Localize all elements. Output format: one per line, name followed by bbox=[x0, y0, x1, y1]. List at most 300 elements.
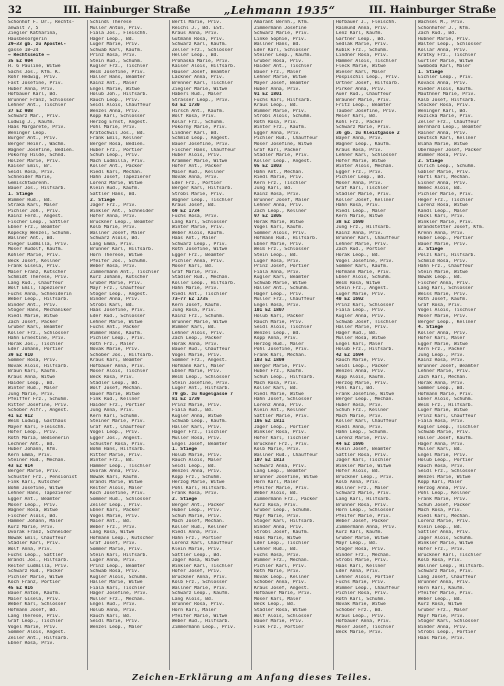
listing-entry: Müller Frz., Chauffeur bbox=[254, 297, 315, 303]
listing-entry: Wieser Karl, Maler bbox=[336, 69, 386, 75]
listing-entry: Engel Karl, Maler bbox=[336, 341, 384, 347]
listing-entry: Weiß Josefine, Priv. bbox=[90, 69, 146, 75]
listing-entry: Wolf Emil, Tapezierer bbox=[8, 286, 67, 292]
listing-entry: Hager Josefine, Priv. bbox=[90, 591, 149, 597]
listing-entry: Wimmer Frz., Mechan. bbox=[254, 558, 310, 564]
listing-entry: Pohl Karl, Bd. bbox=[336, 386, 375, 392]
listing-entry: Weber Frz., Priv. bbox=[90, 524, 138, 530]
listing-entry: Kern Josef, Kaufm. bbox=[172, 302, 222, 308]
listing-entry: Krammer Marie, Witwe bbox=[172, 158, 228, 164]
listing-entry: Hammer Leop., Tischler bbox=[90, 463, 151, 469]
listing-entry: Fuchs Anna, Schneiderin bbox=[8, 291, 72, 297]
listing-entry: Strobl Marie, Priv. bbox=[172, 191, 225, 197]
listing-entry: Zimmermann Josefine bbox=[254, 25, 307, 31]
listing-entry: Seidl Alois, Chauffeur bbox=[90, 103, 151, 109]
listing-entry: Steiner Rud., Mechan. bbox=[8, 458, 67, 464]
listing-entry: Brunner Josef, Beamter bbox=[418, 363, 479, 369]
listing-entry: Straka Karl, Maler bbox=[8, 203, 58, 209]
listing-entry: Lang Therese, Priv. bbox=[8, 613, 61, 619]
listing-entry: Koch Josefine, Priv. bbox=[90, 491, 146, 497]
listing-entry: Holzer Marie, Priv. bbox=[8, 158, 61, 164]
listing-entry: Bauer Frz., Maler bbox=[254, 69, 302, 75]
listing-entry: Holub Leop., Portier bbox=[418, 458, 474, 464]
listing-entry: 3. Stiege bbox=[418, 247, 443, 253]
listing-entry: Lang Emma, Priv. bbox=[90, 241, 135, 247]
listing-entry: Rauch Marie, Priv. bbox=[336, 358, 386, 364]
listing-entry: Wenzel Anna, Priv. bbox=[90, 108, 140, 114]
listing-entry: Kollar Anna, Priv. bbox=[418, 47, 468, 53]
listing-entry: 41 EZ 912 bbox=[8, 413, 33, 419]
listing-entry: Sommer Alois, Priv. bbox=[254, 230, 307, 236]
listing-entry: 79 gb. zu Kugelgasse 7 bbox=[172, 391, 233, 397]
listing-entry: Fischer Alois, Bd. bbox=[8, 513, 58, 519]
listing-entry: Kopp Karl, Maler bbox=[418, 480, 463, 486]
listing-entry: Mach Josef, Mechan. bbox=[172, 519, 225, 525]
listing-entry: Stein Leop., Bd. bbox=[254, 252, 299, 258]
listing-entry: Sattler Leop., Bd. bbox=[172, 552, 222, 558]
listing-entry: Bruckner Leop., Priv. bbox=[336, 474, 395, 480]
listing-entry: Riedl Karl, Mechan. bbox=[90, 169, 143, 175]
listing-entry: Winter Marie, Priv. bbox=[172, 225, 225, 231]
listing-entry: Kopecky Wenzel, Schuhm. bbox=[8, 230, 72, 236]
listing-entry: Brunner Marie, Witwe bbox=[172, 319, 228, 325]
listing-entry: Moser Karl, Maler bbox=[254, 596, 302, 602]
listing-entry: Prinz Karl, Schlosser bbox=[336, 302, 395, 308]
listing-entry: Jäger Alois, Schuhm. bbox=[418, 535, 474, 541]
listing-entry: Hofer Frz., Priv. bbox=[418, 546, 466, 552]
listing-entry: Eichler Leop., Priv. bbox=[418, 75, 474, 81]
listing-entry: Brandl Marie, Witwe bbox=[90, 480, 143, 486]
listing-entry: Gruber Karl, Beamter bbox=[8, 325, 64, 331]
listing-entry: Prinz Karl, Chauffeur bbox=[418, 413, 477, 419]
listing-entry: Mayer Josef, Beamter bbox=[254, 81, 310, 87]
listing-entry: Koller Josef, Kellner bbox=[336, 197, 395, 203]
listing-entry: Kurz Johann, Kutscher bbox=[90, 275, 149, 281]
listing-entry: Brandl Jos., Hilfsarb. bbox=[8, 558, 69, 564]
listing-entry: Moser Karl, Bd. bbox=[172, 264, 214, 270]
listing-entry: Pohl Josefine, Priv. bbox=[254, 347, 310, 353]
listing-entry: 4. Stiege bbox=[418, 325, 443, 331]
listing-entry: Fiala Karl, Tischler bbox=[90, 585, 146, 591]
listing-entry: Brunner Rosa, Priv. bbox=[336, 502, 389, 508]
listing-entry: Schwarz Marie, Priv. bbox=[336, 125, 392, 131]
listing-entry: Schwab Marie, Priv. bbox=[418, 430, 471, 436]
listing-entry: Koller Karl, Bd. bbox=[254, 386, 299, 392]
listing-entry: Luger Marie, Priv. bbox=[90, 42, 140, 48]
listing-entry: Graf Leop., Tischler bbox=[8, 619, 64, 625]
listing-entry: Ziegler Marie, Witwe bbox=[172, 86, 228, 92]
listing-entry: Huber Rosa, Priv. bbox=[336, 402, 384, 408]
listing-entry: Müller Anton, Priv. bbox=[90, 25, 143, 31]
listing-entry: Weber Alois, Kaufm. bbox=[172, 230, 225, 236]
listing-entry: Gabler Marie, Priv. bbox=[418, 169, 471, 175]
listing-entry: Egger Anna, Priv. bbox=[254, 130, 302, 136]
listing-entry: Wimmer Rud., Bd. bbox=[8, 197, 53, 203]
listing-entry: Lackner Anna, Priv. bbox=[172, 75, 225, 81]
listing-entry: Reiter Alois, Maler bbox=[90, 485, 143, 491]
listing-entry: Eder Anna, Priv. bbox=[336, 569, 381, 575]
listing-entry: Haas Josefine, Priv. bbox=[90, 308, 146, 314]
listing-entry: Weber Leop., Bd. bbox=[418, 596, 463, 602]
listing-entry: Sattler Hans, Bd. bbox=[90, 191, 138, 197]
listing-entry: Zimmermann Ant., Tischler bbox=[90, 269, 160, 275]
listing-entry: Beck Leop., Bd. bbox=[254, 602, 296, 608]
listing-entry: Pokorny Hilde, Schnd. bbox=[8, 153, 67, 159]
listing-entry: Wallner Ant., Bd. bbox=[8, 236, 56, 242]
listing-entry: Reiter Ludmilla, Priv. bbox=[8, 563, 69, 569]
listing-entry: Hofer Josef, Priv. bbox=[172, 569, 222, 575]
listing-entry: Steiner Leop., Kaufm. bbox=[254, 53, 313, 59]
listing-entry: Kovacs Anna, Priv. bbox=[418, 81, 468, 87]
listing-entry: Müller Rosa, Priv. bbox=[172, 436, 222, 442]
listing-entry: Luger Rosa, Priv. bbox=[254, 258, 302, 264]
listing-entry: Ebner Karl, Packer bbox=[90, 508, 140, 514]
listing-entry: Winter Alois, Mechan. bbox=[336, 164, 395, 170]
listing-entry: Hager Rud., Bd. bbox=[336, 330, 378, 336]
listing-entry: Moser Josef, Tischler bbox=[336, 624, 395, 630]
listing-entry: Kern Marie, Witwe bbox=[336, 214, 384, 220]
listing-entry: Wenzel Leop., Maler bbox=[90, 624, 143, 630]
listing-entry: Haas Ant., Maler bbox=[172, 236, 217, 242]
listing-entry: Wallner Frz., Maler bbox=[336, 485, 389, 491]
listing-entry: Hirsch Ant., Kaufm. bbox=[172, 108, 225, 114]
listing-entry: Brunner Rosa, Priv. bbox=[172, 602, 225, 608]
listing-entry: Fiala Jos., Fleischh. bbox=[90, 31, 149, 37]
street-heading-left: III. Hainburger Straße bbox=[63, 4, 191, 16]
listing-entry: Schwab Marie, Witwe bbox=[254, 280, 307, 286]
listing-entry: Sommer Rud., Schlosser bbox=[90, 497, 151, 503]
listing-entry: Deutsch Karl, Kellner bbox=[418, 136, 477, 142]
listing-entry: Hammer Johann, Maler bbox=[8, 519, 64, 525]
listing-entry: Mach Rosa, Priv. bbox=[254, 380, 299, 386]
listing-entry: Bruckner Frz., Priv. bbox=[254, 441, 310, 447]
listing-entry: Pfeiffer Frz., Schuhm. bbox=[8, 397, 69, 403]
listing-entry: Kugler Frz., Tischler bbox=[90, 64, 149, 70]
listing-entry: Bruckner Karl, Tischler bbox=[418, 552, 482, 558]
listing-entry: Wenzel Marie, Witwe bbox=[418, 474, 471, 480]
listing-entry: Linke Sophie, Priv. bbox=[254, 36, 307, 42]
listing-entry: Engel Marie, Witwe bbox=[90, 86, 140, 92]
listing-entry: 81 EZ 1739 bbox=[172, 397, 200, 403]
listing-entry: Pohl Marie, Priv. bbox=[90, 125, 138, 131]
listing-entry: Weber Karl, Schlosser bbox=[8, 602, 67, 608]
listing-entry: Kolb Marie, Priv. bbox=[90, 225, 138, 231]
listing-entry: Kopp Alois, Kaufm. bbox=[336, 375, 386, 380]
listing-entry: Horak Jos., Tischler bbox=[8, 341, 64, 347]
listing-entry: Holub Marie, Priv. bbox=[172, 452, 222, 458]
listing-entry: Schwarz Karl, Kaufm. bbox=[172, 42, 228, 48]
listing-entry: Mauthner Marie, Priv. bbox=[418, 92, 477, 98]
listing-entry: Kainz Rosa, Priv. bbox=[254, 191, 302, 197]
listing-entry: Fiala Rosa, Priv. bbox=[418, 419, 466, 425]
listing-entry: Wimmer Rosa, Priv. bbox=[418, 153, 468, 159]
listing-entry: Engel Josef, Beamter bbox=[172, 441, 228, 447]
listing-entry: Seidl Alois, Tischler bbox=[254, 325, 313, 331]
listing-entry: Weninger Karl, Bd. bbox=[418, 108, 468, 114]
listing-entry: Stadler Leop., Bd. bbox=[90, 380, 140, 386]
listing-entry: Brunner Franz, Schlosser bbox=[8, 97, 75, 103]
listing-entry: Vogel Karl, Kaufm. bbox=[254, 225, 304, 231]
listing-entry: Kurz Marie, Priv. bbox=[8, 524, 56, 530]
listing-entry: Hofer Anna, Priv. bbox=[90, 214, 138, 220]
listing-entry: Pirker Anna, Priv. bbox=[336, 86, 386, 92]
listing-entry: Maier Gisela, Priv. bbox=[8, 596, 61, 602]
listing-entry: Fink Frz., Portier bbox=[254, 624, 304, 630]
listing-entry: Nowak Emil, Chauffeur bbox=[8, 535, 67, 541]
listing-entry: Berger Heinr., Wachm. bbox=[8, 142, 67, 148]
listing-entry: Rauch Alois, Maler bbox=[172, 458, 222, 464]
listing-entry: 36 gb. zu Kleistgasse 2 bbox=[336, 130, 400, 136]
listing-entry: Maier Ant., Bd. bbox=[90, 519, 132, 525]
listing-entry: Nowak Karl, Kaufm. bbox=[90, 474, 140, 480]
listing-entry: Klein Ant., Kellner bbox=[254, 408, 307, 414]
listing-entry: 43 EZ 914 bbox=[8, 463, 33, 469]
listing-entry: Lehner Marie, Priv. bbox=[336, 241, 389, 247]
listing-entry: Klein Josef, Beamter bbox=[336, 447, 392, 453]
listing-entry: Zimmermann Frz., Packer bbox=[254, 497, 318, 503]
listing-column-6 bbox=[416, 20, 498, 670]
listing-entry: Schwarz Anna, Priv. bbox=[254, 463, 307, 469]
listing-entry: Roth Marie, Priv. bbox=[254, 569, 302, 575]
listing-entry: Lehner Anna, Priv. bbox=[254, 203, 304, 209]
listing-entry: Dvorak Anna, Priv. bbox=[90, 469, 140, 475]
listing-entry: Moser Marie, Priv. bbox=[418, 313, 468, 319]
listing-entry: Müller Frz., Mechan. bbox=[90, 596, 146, 602]
listing-entry: Moser Alois, Tischler bbox=[90, 369, 149, 375]
listing-entry: Wolf Anna, Priv. bbox=[8, 546, 53, 552]
listing-entry: Lang Karl, Schlosser bbox=[418, 286, 474, 292]
listing-entry: Kern Frz., Packer bbox=[418, 347, 466, 353]
listing-entry: Sommer Marie, Priv. bbox=[90, 546, 143, 552]
listing-entry: Luger Marie, Witwe bbox=[418, 408, 468, 414]
listing-entry: Hofer Marie, Witwe bbox=[336, 158, 386, 164]
listing-entry: Schwarz Marie, Priv. bbox=[254, 31, 310, 37]
listing-entry: Roth Rosa, Priv. bbox=[254, 119, 299, 125]
listing-entry: Eder Leop., Tischler bbox=[254, 541, 310, 547]
listing-entry: Frank Karl, Mechan. bbox=[254, 352, 307, 358]
listing-entry: Riedl Marie, Witwe bbox=[8, 313, 58, 319]
listing-entry: Binder Anna, Priv. bbox=[254, 524, 304, 530]
listing-entry: Heger Frz., Tischler bbox=[418, 197, 474, 203]
listing-entry: Brauner Marie, Priv. bbox=[336, 97, 392, 103]
listing-entry: Lang Alois, Bd. bbox=[172, 596, 214, 602]
listing-entry: Mayer Karl, Fleischh. bbox=[8, 424, 67, 430]
listing-entry: Seidl Leop., Bd. bbox=[172, 463, 217, 469]
listing-entry: Pfeifer Jos., Schuhm. bbox=[90, 258, 149, 264]
listing-entry: Klein Leop., Bd. bbox=[418, 524, 463, 530]
listing-entry: Egger Marie, Witwe bbox=[418, 341, 468, 347]
listing-column-5 bbox=[334, 20, 416, 670]
listing-entry: Winkler Marie, Witwe bbox=[418, 541, 474, 547]
listing-entry: Mayr Frz., Chauffeur bbox=[90, 286, 146, 292]
listing-entry: Haberl Rud., Maler bbox=[172, 92, 222, 98]
listing-entry: Schuh Frz., Kellner bbox=[336, 408, 389, 414]
listing-entry: Wolf Rosa, Priv. bbox=[172, 114, 217, 120]
listing-entry: Pfeifer Marie, Priv. bbox=[254, 485, 310, 491]
listing-entry: Stöger Karl, Schlosser bbox=[418, 619, 479, 625]
listing-entry: Stadler Marie, Priv. bbox=[336, 191, 392, 197]
listing-entry: Zach Karl, Mechan. bbox=[418, 375, 468, 380]
listing-entry: Graf Karl, Packer bbox=[254, 147, 302, 153]
listing-entry: Huber Leop., Portier bbox=[418, 236, 474, 242]
listing-entry: Pospischil Leop., Priv. bbox=[336, 75, 400, 81]
listing-entry: Mach Marie, Priv. bbox=[336, 413, 384, 419]
listing-entry: Jung Marie, Priv. bbox=[8, 391, 56, 397]
listing-entry: Lorenz Marie, Priv. bbox=[418, 519, 471, 525]
listing-entry: Schwarz Marie, Priv. bbox=[418, 569, 474, 575]
listing-entry: 63 EZ 1730 bbox=[172, 103, 200, 109]
listing-entry: Fink Rud., Kellner bbox=[90, 397, 140, 403]
listing-entry: Kratochwil Jos., Bd. bbox=[90, 130, 146, 136]
listing-entry: Lehner Ant., Tischler bbox=[8, 103, 67, 109]
listing-entry: Zeller Frz., Schlosser bbox=[172, 47, 233, 53]
listing-entry: Kraus Leop., Bd. bbox=[254, 103, 299, 109]
listing-entry: Amarant Bernh., Kfm. bbox=[254, 20, 310, 25]
listing-entry: Stadler Marie, Priv. bbox=[254, 153, 310, 159]
listing-entry: 107 EZ 1813 bbox=[254, 458, 285, 464]
listing-entry: Holub Karl, Packer bbox=[254, 313, 304, 319]
listing-entry: Gruber Frz., Maler bbox=[418, 607, 468, 613]
listing-entry: Hackl Karl, Priv. bbox=[418, 214, 466, 220]
listing-entry: 69 EZ 1734 bbox=[172, 208, 200, 214]
listing-entry: Herzog Ernst, Angest. bbox=[90, 119, 149, 125]
listing-entry: Krenn Anna, Priv. bbox=[418, 230, 466, 236]
listing-entry: Bauer Marie, Witwe bbox=[90, 391, 140, 397]
listing-entry: Pichler Joh., Priv. bbox=[8, 208, 61, 214]
listing-entry: Beck Josef, Kellner bbox=[8, 258, 61, 264]
listing-entry: Gruber Leop., Schuhm. bbox=[254, 508, 313, 514]
listing-entry: Kopp Karl, Schlosser bbox=[90, 114, 146, 120]
listing-entry: Zeiler Leop., Priv. bbox=[90, 502, 143, 508]
listing-entry: Braun Karl, Kaufm. bbox=[8, 369, 58, 375]
listing-entry: Prinz Rosa, Priv. bbox=[90, 53, 138, 59]
listing-entry: Hofer Leop., Priv. bbox=[8, 430, 58, 436]
listing-entry: Wallner Marie, Priv. bbox=[172, 585, 228, 591]
listing-entry: Mayr Leop., Bd. bbox=[336, 541, 378, 547]
listing-entry: Frank Rosa, Priv. bbox=[172, 491, 220, 497]
listing-entry: Frank Josefine, Witwe bbox=[336, 391, 395, 397]
listing-entry: Koller Leop., Hilfsarb. bbox=[172, 280, 236, 286]
listing-entry: Graf Marie, Priv. bbox=[172, 269, 220, 275]
listing-entry: Zach Leop., Kellner bbox=[254, 208, 307, 214]
listing-entry: 45 EZ 916 bbox=[8, 585, 33, 591]
listing-entry: Schober Alfr., Angest. bbox=[8, 408, 69, 414]
listing-entry: Beck Marie, Priv. bbox=[336, 630, 384, 636]
listing-entry: Lang Rud., Chauffeur bbox=[8, 280, 64, 286]
listing-entry: Prinz Josef, Portier bbox=[254, 264, 310, 270]
listing-entry: Kalb Josef, Hilfsarb. bbox=[418, 97, 477, 103]
listing-entry: Weber Rud., Hilfsarb. bbox=[172, 619, 231, 625]
listing-entry: Jäger Karl, Tischler bbox=[336, 458, 392, 464]
listing-entry: Stein Frz., Angest. bbox=[336, 286, 389, 292]
listing-entry: Lehner Alois, Portier bbox=[336, 574, 395, 580]
listing-entry: Ebner Frz., Beamter bbox=[8, 225, 61, 231]
listing-entry: Stöger Karl, Hilfsarb. bbox=[254, 519, 315, 525]
listing-entry: Stöger Leop., Angest. bbox=[90, 291, 149, 297]
listing-entry: 1. Stiege bbox=[172, 447, 197, 453]
listing-entry: Hofer Ant., Packer bbox=[172, 164, 222, 170]
listing-entry: Lehner Marie, Priv. bbox=[418, 369, 471, 375]
listing-entry: Winkler Rosa, Priv. bbox=[254, 430, 307, 436]
listing-entry: Graf Rosa, Priv. bbox=[418, 302, 463, 308]
listing-entry: Holub Frz., Hilfsarb. bbox=[336, 347, 395, 353]
listing-entry: 35 EZ 904 bbox=[8, 58, 33, 64]
listing-entry: Ulrich Leop., Schuhm. bbox=[418, 164, 477, 170]
listing-entry: Lindner Karl, Bd. bbox=[172, 130, 220, 136]
listing-entry: anwalt 7, 5 bbox=[8, 25, 39, 31]
listing-entry: Schober Frz., Bd. bbox=[336, 607, 384, 613]
listing-entry: Pichler Anna, Priv. bbox=[172, 258, 225, 264]
listing-entry: Kopp Anna, Priv. bbox=[254, 336, 299, 342]
listing-entry: Luger Anna, Priv. bbox=[90, 558, 138, 564]
listing-entry: Gürtler Marie, Witwe bbox=[418, 58, 474, 64]
listing-entry: Wenzel Anna, Priv. bbox=[172, 469, 222, 475]
listing-entry: Pfeifer Marie, Witwe bbox=[172, 613, 228, 619]
listing-entry: Weiß Frz., Schlosser bbox=[254, 247, 310, 253]
listing-entry: Pichler Marie, Witwe bbox=[8, 574, 64, 580]
listing-entry: Zimmermann Leop., Priv. bbox=[172, 624, 236, 630]
listing-entry: Horn Leop., Schlosser bbox=[336, 508, 395, 514]
listing-entry: Brenner Karl, Tischler bbox=[172, 81, 233, 87]
listing-entry: Wagner Josefine, Bedien. bbox=[8, 147, 75, 153]
listing-entry: 95 EZ 1803 bbox=[254, 164, 282, 170]
listing-entry: Bruckner Anna, Priv. bbox=[172, 574, 228, 580]
listing-entry: Kraus Anna, Priv. bbox=[172, 31, 220, 37]
listing-entry: Ruzicka Marie, Priv. bbox=[418, 114, 474, 120]
listing-entry: Haider Frz., Portier bbox=[90, 402, 146, 408]
listing-entry: Reichl J., Bd. ESt. bbox=[172, 25, 225, 31]
listing-entry: Binder Frz., Mechan. bbox=[336, 552, 392, 558]
listing-entry: Horak Anna, Priv. bbox=[418, 380, 466, 386]
listing-entry: Schwarz Marie, Priv. bbox=[336, 491, 392, 497]
listing-entry: Binder Anna, Priv. bbox=[418, 624, 468, 630]
listing-entry: Egger Frz., Priv. bbox=[336, 169, 384, 175]
listing-entry: Kurz Karl, Kaufm. bbox=[336, 530, 384, 536]
listing-entry: Schwarz Leop., Priv. bbox=[172, 241, 228, 247]
listing-entry: Klein Rud., Kaufm. bbox=[90, 186, 140, 192]
listing-entry: Fiala Rud., Bd. bbox=[172, 408, 214, 414]
listing-entry: Kainz Anna, Priv. bbox=[336, 230, 384, 236]
listing-entry: Haas Karl, Kellner bbox=[336, 563, 386, 569]
listing-entry: Ludwig J., Kaufm. bbox=[8, 119, 56, 125]
listing-entry: Lehner Marie, Witwe bbox=[254, 75, 307, 81]
listing-entry: Berger Ant., Packer bbox=[172, 502, 225, 508]
listing-entry: 105 EZ 1811 bbox=[254, 419, 285, 425]
listing-entry: Strasser Leop., Priv. bbox=[172, 97, 231, 103]
page-header bbox=[8, 3, 496, 18]
listing-entry: Winter Rud., Maler bbox=[8, 386, 58, 392]
listing-entry: Sachs Jos., Kfm. K. bbox=[8, 69, 61, 75]
listing-entry: 40 EZ 1692 bbox=[336, 297, 364, 303]
listing-entry: Ebner Alois, Schuhm. bbox=[418, 397, 474, 403]
listing-entry: Hofer Karl, Maler bbox=[418, 336, 466, 342]
listing-entry: Binder Anna, Priv. bbox=[90, 297, 140, 303]
listing-entry: Schwab Leop., Kaufm. bbox=[172, 419, 228, 425]
listing-entry: Hahn Frz., Portier bbox=[172, 535, 222, 541]
listing-entry: Luger Marie, Priv. bbox=[336, 291, 386, 297]
listing-entry: Zach Josef, Packer bbox=[8, 319, 58, 325]
listing-entry: Vogel Alois, Tischler bbox=[418, 308, 477, 314]
listing-entry: Herzog Marie, Priv. bbox=[336, 380, 389, 386]
listing-column-3 bbox=[170, 20, 252, 670]
listing-entry: Hager Anna, Priv. bbox=[418, 441, 466, 447]
listing-entry: Kohl Frz., Packer bbox=[336, 119, 384, 125]
page-number: 32 bbox=[8, 4, 22, 16]
listing-entry: Holub Anna, Priv. bbox=[90, 607, 138, 613]
listing-entry: Lehner Alois, Priv. bbox=[172, 330, 225, 336]
listing-entry: Bertl Marie, Priv. bbox=[172, 20, 222, 25]
listing-entry: Weiß Rosa, Witwe bbox=[336, 280, 381, 286]
